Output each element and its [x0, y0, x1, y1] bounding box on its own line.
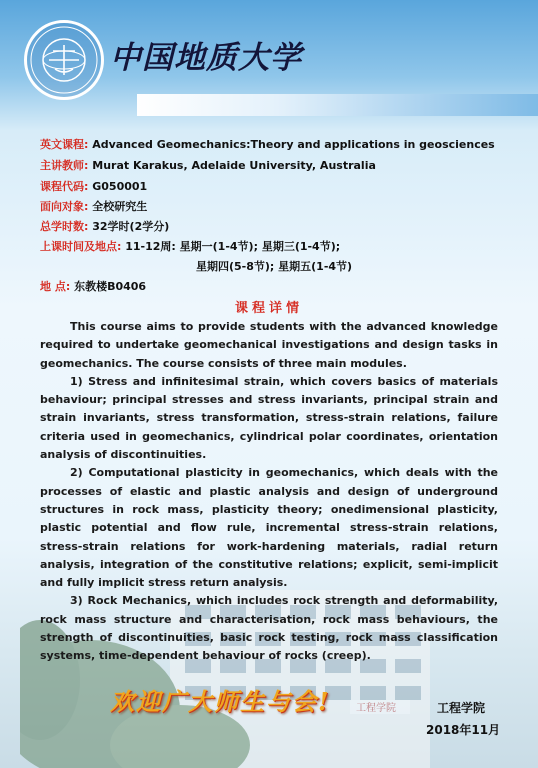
schedule-line-2: 星期四(5-8节); 星期五(1-4节) — [196, 260, 353, 273]
audience-label: 面向对象: — [40, 200, 89, 213]
paragraph-module-2: 2) Computational plasticity in geomechanics, which deals with the processes of elastic and plastic analysis and design of underground structures in rock mass, plasticity theory; onedimensional plasticity, plastic potential and flow rule, incremental stress-strain relations, stress-strain relations for work-hardening materials, radial return analysis, integration of the constitutive relations; explicit, semi-implicit and fully implicit stress return analysis. — [40, 466, 498, 590]
lecturer-row — [40, 157, 376, 173]
header-bar — [137, 94, 538, 116]
schedule-line-1: 11-12周: 星期一(1-4节); 星期三(1-4节); — [125, 240, 341, 253]
lecturer-label: 主讲教师: — [40, 159, 89, 172]
schedule-row-2 — [196, 258, 352, 274]
hours-label: 总学时数: — [40, 220, 89, 233]
schedule-label: 上课时间及地点: — [40, 240, 122, 253]
course-description — [40, 318, 498, 666]
course-code-label: 课程代码: — [40, 180, 89, 193]
building-sign: 工程学院 — [356, 703, 396, 714]
header — [0, 0, 538, 118]
course-title-label: 英文课程: — [40, 138, 89, 151]
schedule-row — [40, 238, 340, 254]
location-value: 东教楼B0406 — [74, 280, 147, 293]
hours-value: 32学时(2学分) — [92, 220, 170, 233]
location-row — [40, 278, 146, 294]
paragraph-intro: This course aims to provide students with the advanced knowledge required to undertake geomechanical investigations and design tasks in geomechanics. The course consists of three main modules. — [40, 320, 498, 370]
course-title-row — [40, 136, 495, 152]
course-code-value: G050001 — [92, 180, 148, 193]
hours-row — [40, 218, 169, 234]
paragraph-module-1: 1) Stress and infinitesimal strain, which covers basics of materials behaviour; principal stresses and stress invariants, principal strain and strain invariants, stress transformation, stress-strain relations, failure criteria used in geomechanics, cylindrical polar coordinates, orientation analysis of discontinuities. — [40, 374, 498, 462]
welcome-slogan: 欢迎广大师生与会! — [110, 687, 331, 716]
paragraph-module-3: 3) Rock Mechanics, which includes rock strength and deformability, rock mass structure and characterisation, rock mass behaviours, the strength of discontinuities, basic rock testing, rock mass classification systems, time-dependent behaviour of rocks (creep). — [40, 594, 498, 663]
university-emblem-icon — [24, 20, 104, 100]
course-code-row — [40, 178, 147, 194]
section-title: 课程详情 — [234, 301, 303, 316]
university-name: 中国地质大学 — [110, 40, 302, 76]
department-name: 工程学院 — [437, 701, 486, 715]
audience-value: 全校研究生 — [92, 200, 148, 213]
audience-row — [40, 198, 147, 214]
poster-date: 2018年11月 — [426, 723, 501, 737]
location-label: 地 点: — [40, 280, 71, 293]
lecturer-value: Murat Karakus, Adelaide University, Australia — [92, 159, 376, 172]
course-title-value: Advanced Geomechanics:Theory and applications in geosciences — [92, 138, 495, 151]
